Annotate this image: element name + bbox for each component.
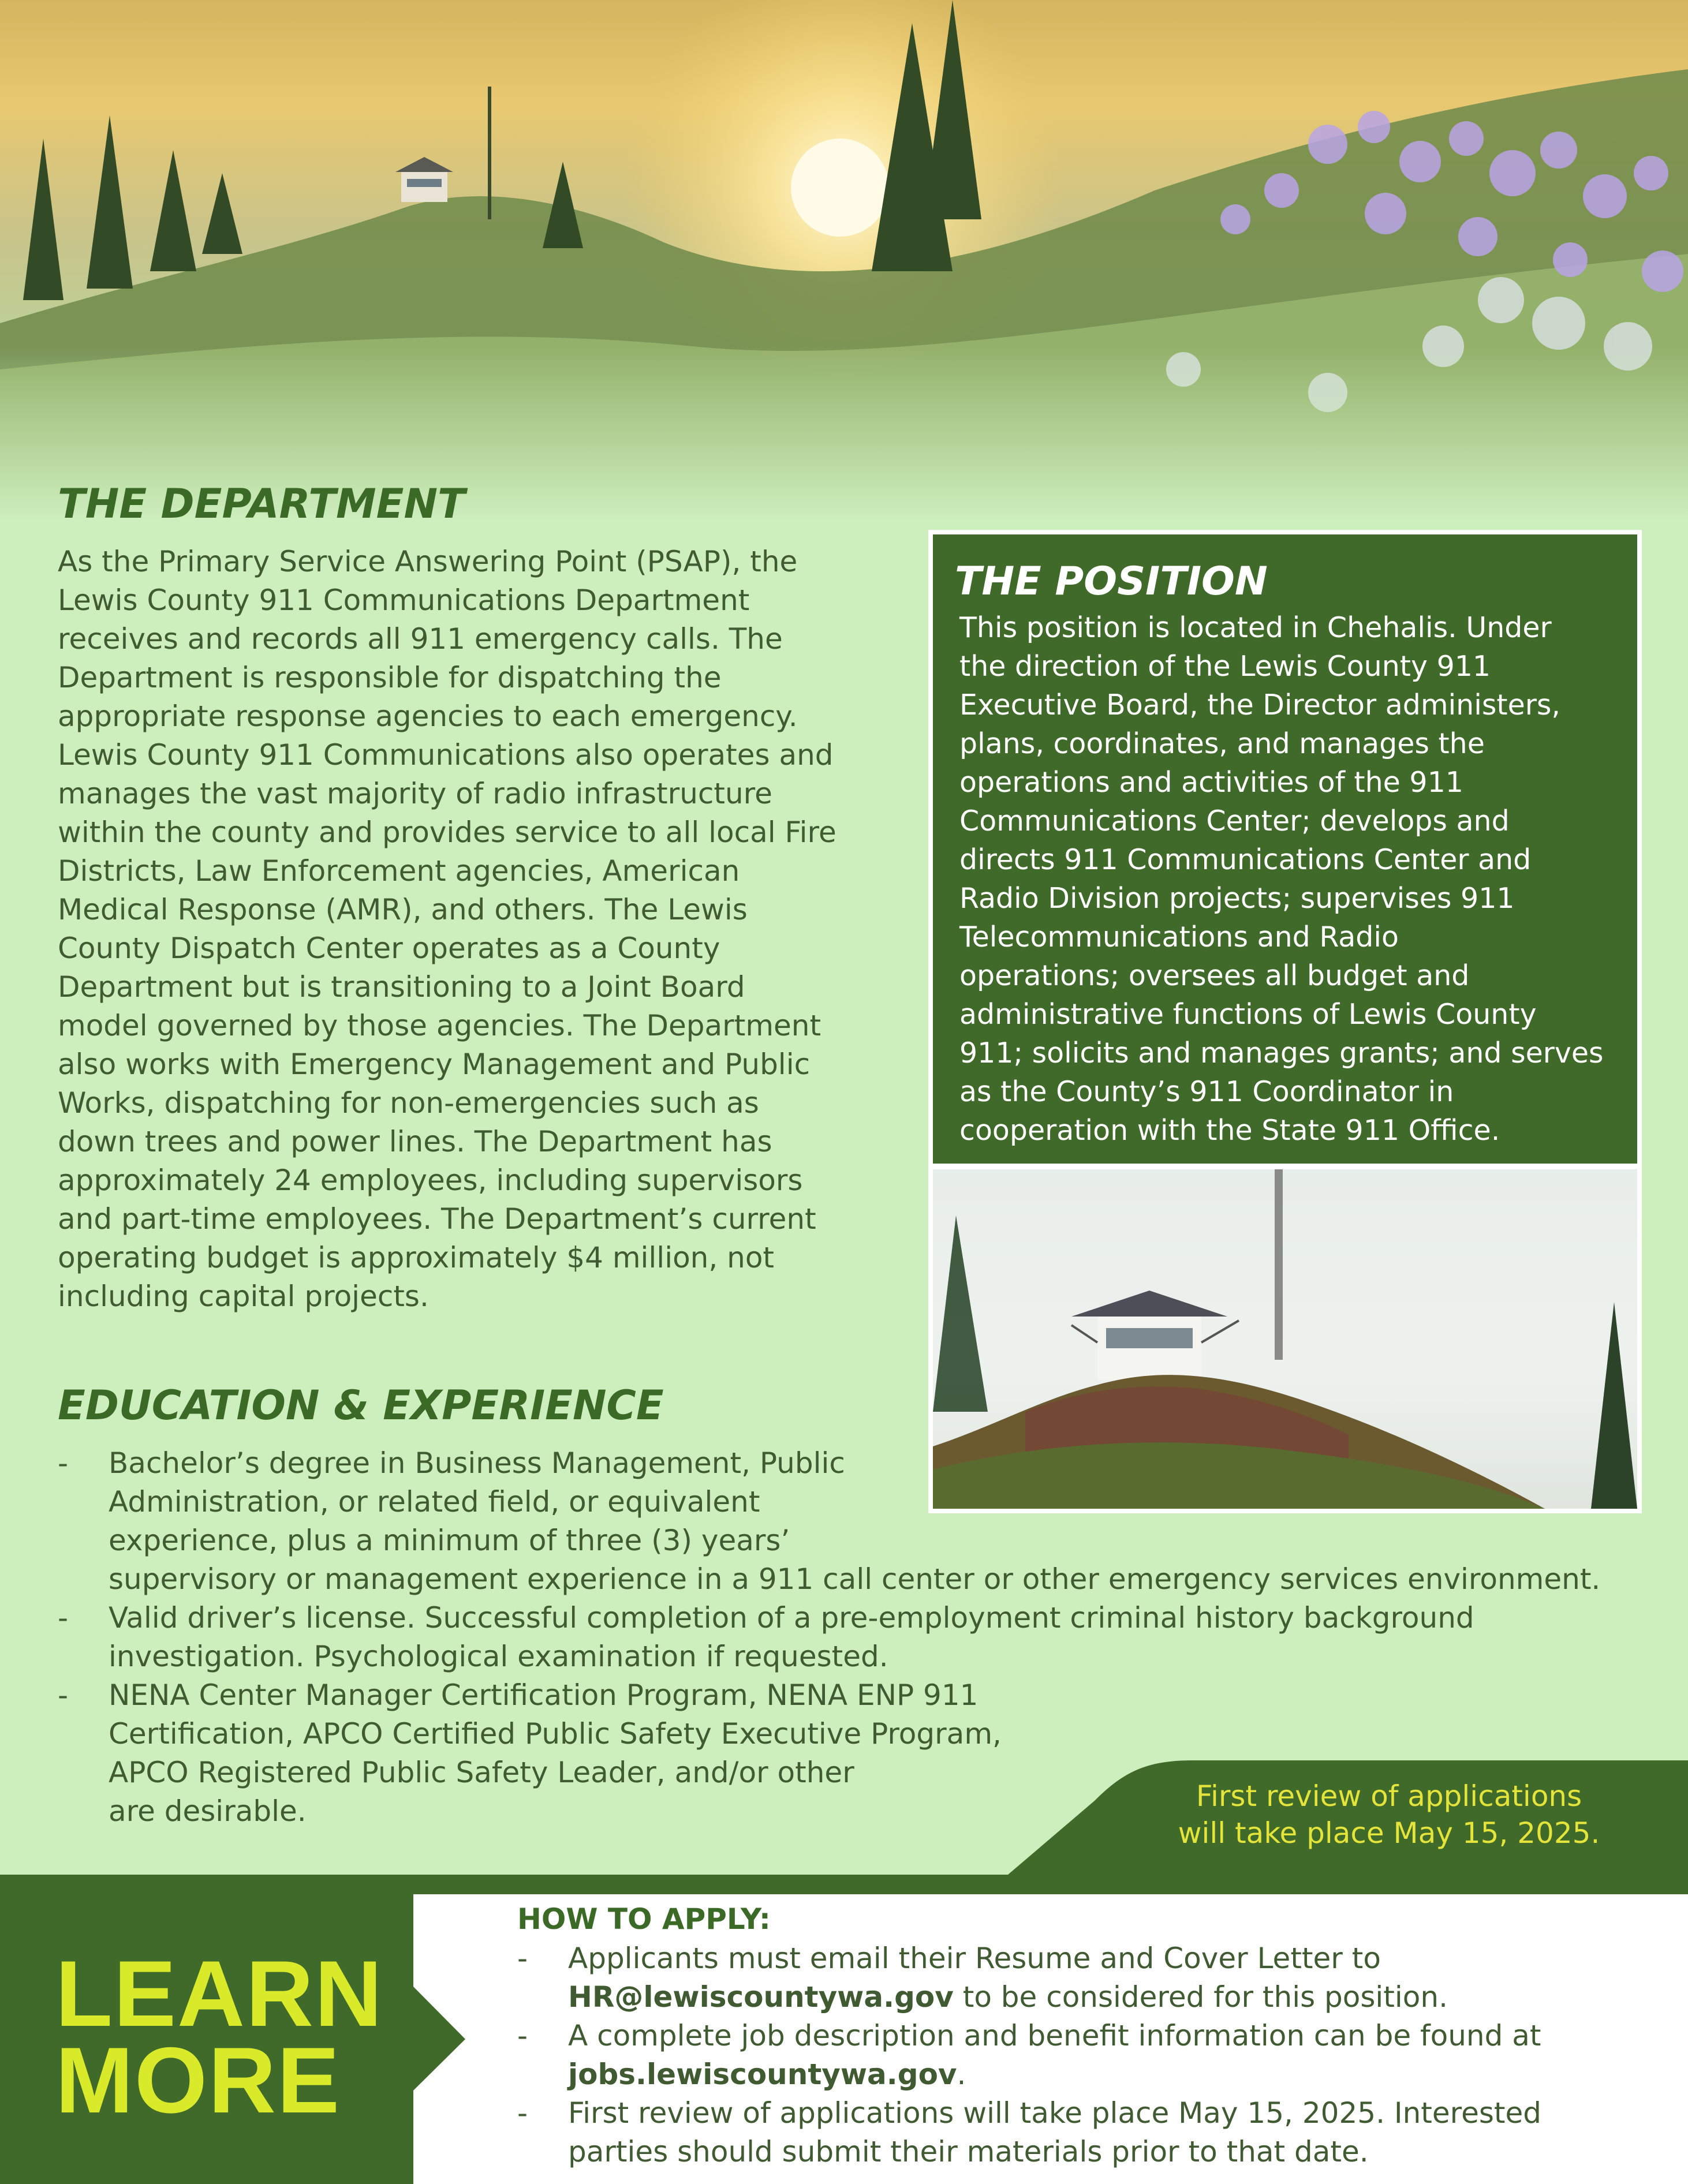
email-link[interactable]: HR@lewiscountywa.gov — [568, 1980, 954, 2014]
department-line: model governed by those agencies. The Department — [58, 1009, 821, 1042]
position-line: This position is located in Chehalis. Under — [959, 611, 1552, 644]
department-line: Department is responsible for dispatching the — [58, 661, 722, 694]
position-line: as the County’s 911 Coordinator in — [959, 1075, 1454, 1108]
learn-more-line: LEARN — [55, 1942, 383, 2046]
department-line: including capital projects. — [58, 1280, 429, 1313]
education-item — [58, 1444, 1663, 1599]
position-line: 911; solicits and manages grants; and serves — [959, 1037, 1604, 1069]
department-line: Medical Response (AMR), and others. The Lewis — [58, 893, 748, 926]
education-line: supervisory or management experience in a 911 call center or other emergency services environment. — [109, 1562, 1601, 1596]
department-line: manages the vast majority of radio infrastructure — [58, 777, 772, 810]
department-line: As the Primary Service Answering Point (PSAP), the — [58, 545, 798, 578]
education-line: Certification, APCO Certified Public Safety Executive Program, — [109, 1717, 1002, 1751]
department-line: Works, dispatching for non-emergencies such as — [58, 1086, 759, 1120]
apply-item — [517, 2094, 1660, 2171]
review-line: First review of applications — [1196, 1779, 1582, 1813]
how-to-apply-heading: HOW TO APPLY: — [517, 1902, 771, 1936]
position-heading: THE POSITION — [955, 559, 1268, 604]
education-line: Administration, or related field, or equivalent — [109, 1485, 760, 1519]
position-line: operations and activities of the 911 — [959, 766, 1463, 799]
position-line: Executive Board, the Director administers, — [959, 689, 1560, 721]
position-line: directs 911 Communications Center and — [959, 843, 1532, 876]
position-line: Communications Center; develops and — [959, 805, 1510, 837]
department-line: Lewis County 911 Communications Department — [58, 584, 750, 617]
learn-more-line: MORE — [55, 2028, 341, 2133]
position-box — [928, 530, 1642, 1513]
department-line: and part-time employees. The Department’s current — [58, 1202, 816, 1236]
education-line: are desirable. — [109, 1794, 307, 1828]
apply-line — [568, 2055, 1660, 2094]
education-line: experience, plus a minimum of three (3) years’ — [109, 1524, 790, 1557]
education-line: APCO Registered Public Safety Leader, and/or other — [109, 1756, 854, 1789]
review-line: will take place May 15, 2025. — [1178, 1816, 1600, 1850]
department-line: County Dispatch Center operates as a County — [58, 932, 720, 965]
department-line: Department but is transitioning to a Joint Board — [58, 970, 745, 1004]
department-line: also works with Emergency Management and Public — [58, 1048, 811, 1081]
how-to-apply-list — [517, 1939, 1660, 2171]
education-line: - Bachelor’s degree in Business Management, Public — [109, 1446, 845, 1480]
position-line: plans, coordinates, and manages the — [959, 727, 1485, 760]
review-notice-text — [1112, 1778, 1666, 1852]
department-line: operating budget is approximately $4 million, not — [58, 1241, 775, 1274]
hero-landscape-image — [0, 0, 1688, 519]
department-line: approximately 24 employees, including supervisors — [58, 1164, 803, 1197]
department-line: within the county and provides service to all local Fire — [58, 816, 836, 849]
department-body — [58, 543, 924, 1316]
department-heading: THE DEPARTMENT — [58, 480, 465, 528]
education-item — [58, 1599, 1663, 1676]
apply-line: - First review of applications will take place May 15, 2025. Interested — [568, 2096, 1542, 2130]
apply-line-tail: to be considered for this position. — [953, 1980, 1448, 2014]
position-panel — [933, 534, 1637, 1164]
education-line: - Valid driver’s license. Successful completion of a pre-employment criminal history background — [109, 1601, 1474, 1635]
position-line: Telecommunications and Radio — [959, 921, 1399, 953]
position-body — [959, 608, 1623, 1150]
position-line: Radio Division projects; supervises 911 — [959, 882, 1515, 915]
apply-line: - Applicants must email their Resume and Cover Letter to — [568, 1942, 1381, 1975]
education-heading: EDUCATION & EXPERIENCE — [58, 1382, 664, 1429]
position-line: the direction of the Lewis County 911 — [959, 650, 1491, 683]
apply-line: parties should submit their materials prior to that date. — [568, 2135, 1369, 2168]
review-notice-banner — [1008, 1749, 1688, 1875]
department-line: Lewis County 911 Communications also operates and — [58, 738, 834, 772]
apply-item — [517, 1939, 1660, 2017]
position-line: cooperation with the State 911 Office. — [959, 1114, 1500, 1147]
position-line: operations; oversees all budget and — [959, 959, 1470, 992]
apply-line-tail: . — [957, 2058, 966, 2091]
education-line: - NENA Center Manager Certification Program, NENA ENP 911 — [109, 1678, 979, 1712]
jobs-website-link[interactable]: jobs.lewiscountywa.gov — [568, 2058, 957, 2091]
department-line: Districts, Law Enforcement agencies, American — [58, 854, 740, 888]
apply-item — [517, 2017, 1660, 2094]
department-line: appropriate response agencies to each emergency. — [58, 700, 798, 733]
learn-more-title — [55, 1942, 383, 2133]
apply-line: - A complete job description and benefit information can be found at — [568, 2019, 1541, 2052]
position-line: administrative functions of Lewis County — [959, 998, 1537, 1031]
department-line: receives and records all 911 emergency calls. The — [58, 622, 783, 656]
apply-line — [568, 1978, 1660, 2017]
department-line: down trees and power lines. The Department has — [58, 1125, 772, 1158]
education-line: investigation. Psychological examination if requested. — [109, 1640, 888, 1673]
